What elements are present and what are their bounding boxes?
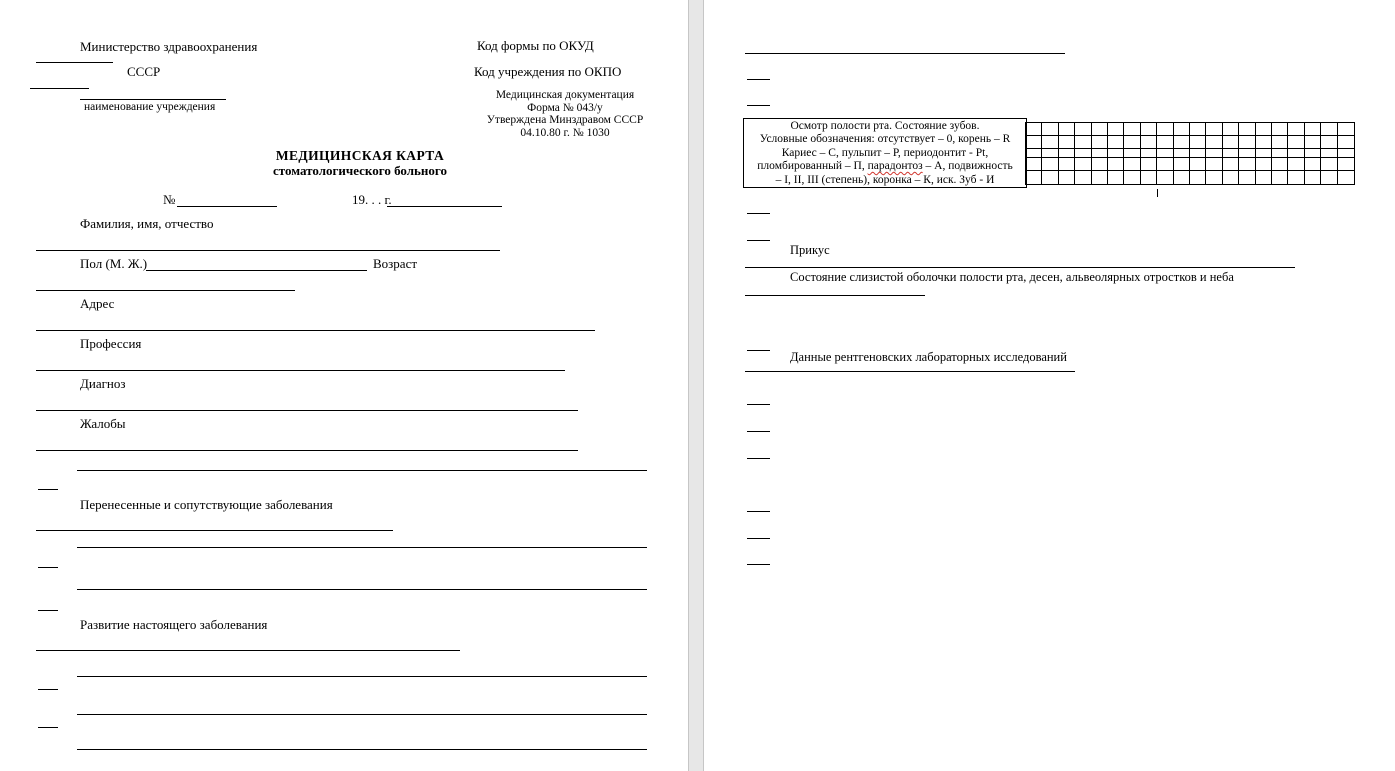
margin-tick — [38, 610, 58, 611]
field-label-address: Адрес — [80, 296, 115, 311]
form-subtitle: стоматологического больного — [273, 163, 447, 178]
tooth-cell[interactable] — [1190, 171, 1206, 184]
margin-tick — [38, 489, 58, 490]
field-label-mucosa: Состояние слизистой оболочки полости рта, десен, альвеолярных отростков и неба — [790, 270, 1234, 284]
margin-tick — [747, 213, 770, 214]
legend-line: Условные обозначения: отсутствует – 0, корень – R — [759, 133, 1011, 146]
tooth-cell[interactable] — [1288, 123, 1304, 136]
margin-tick — [747, 404, 770, 405]
tooth-cell[interactable] — [1042, 123, 1058, 136]
tooth-cell[interactable] — [1108, 123, 1124, 136]
tooth-cell[interactable] — [1272, 149, 1288, 158]
year-line[interactable] — [387, 206, 502, 207]
tooth-cell[interactable] — [1124, 171, 1140, 184]
margin-tick — [38, 689, 58, 690]
tooth-cell[interactable] — [1256, 171, 1272, 184]
tooth-cell[interactable] — [1059, 158, 1075, 171]
tooth-cell[interactable] — [1141, 158, 1157, 171]
tooth-cell[interactable] — [1075, 158, 1091, 171]
tooth-cell[interactable] — [1124, 149, 1140, 158]
tooth-cell[interactable] — [1174, 171, 1190, 184]
tooth-cell[interactable] — [1174, 123, 1190, 136]
year-label: 19. . . г. — [352, 192, 392, 207]
development-line[interactable] — [36, 650, 460, 651]
margin-tick — [747, 458, 770, 459]
margin-tick — [747, 105, 770, 106]
tooth-cell[interactable] — [1239, 123, 1255, 136]
tooth-cell[interactable] — [1092, 158, 1108, 171]
tooth-cell[interactable] — [1092, 123, 1108, 136]
tooth-cell[interactable] — [1321, 123, 1337, 136]
mucosa-line[interactable] — [745, 295, 925, 296]
tooth-cell[interactable] — [1272, 171, 1288, 184]
field-label-profession: Профессия — [80, 336, 142, 351]
field-label-fio: Фамилия, имя, отчество — [80, 216, 214, 231]
tooth-cell[interactable] — [1321, 136, 1337, 149]
tooth-cell[interactable] — [1288, 158, 1304, 171]
blank-line[interactable] — [36, 62, 113, 63]
tooth-cell[interactable] — [1174, 158, 1190, 171]
tooth-cell[interactable] — [1108, 136, 1124, 149]
tooth-cell[interactable] — [1157, 171, 1173, 184]
tooth-cell[interactable] — [1092, 171, 1108, 184]
tooth-cell[interactable] — [1075, 136, 1091, 149]
field-label-development: Развитие настоящего заболевания — [80, 617, 268, 632]
tooth-cell[interactable] — [1026, 136, 1042, 149]
tooth-cell[interactable] — [1288, 136, 1304, 149]
tooth-cell[interactable] — [1272, 123, 1288, 136]
card-number-line[interactable] — [177, 206, 277, 207]
bite-line[interactable] — [745, 267, 1295, 268]
legend-text: пломбированный – П, — [757, 160, 868, 173]
card-number-label: № — [163, 192, 176, 207]
institution-name-line[interactable] — [80, 99, 226, 100]
tooth-cell[interactable] — [1239, 171, 1255, 184]
margin-tick — [747, 350, 770, 351]
tooth-cell[interactable] — [1206, 149, 1222, 158]
okpo-code-label: Код учреждения по ОКПО — [474, 64, 622, 79]
tooth-cell[interactable] — [1026, 149, 1042, 158]
tooth-cell[interactable] — [1305, 171, 1321, 184]
tooth-cell[interactable] — [1026, 158, 1042, 171]
med-doc-line: Медицинская документация — [495, 89, 635, 101]
tooth-cell[interactable] — [1157, 136, 1173, 149]
margin-tick — [747, 79, 770, 80]
margin-tick — [747, 538, 770, 539]
tooth-cell[interactable] — [1059, 123, 1075, 136]
tooth-cell[interactable] — [1190, 123, 1206, 136]
legend-line: – I, II, III (степень), коронка – К, иск. Зуб - И — [775, 173, 995, 186]
tooth-cell[interactable] — [1075, 171, 1091, 184]
tooth-cell[interactable] — [1321, 149, 1337, 158]
tooth-cell[interactable] — [1206, 123, 1222, 136]
blank-line[interactable] — [77, 714, 647, 715]
form-title: МЕДИЦИНСКАЯ КАРТА — [275, 148, 445, 163]
tooth-cell[interactable] — [1075, 123, 1091, 136]
tooth-cell[interactable] — [1256, 149, 1272, 158]
blank-line[interactable] — [745, 53, 1065, 54]
approval-date-line: 04.10.80 г. № 1030 — [520, 126, 610, 139]
tooth-cell[interactable] — [1223, 149, 1239, 158]
form-title-block — [75, 148, 645, 178]
tooth-cell[interactable] — [1092, 136, 1108, 149]
tooth-cell[interactable] — [1141, 123, 1157, 136]
tooth-cell[interactable] — [1305, 123, 1321, 136]
tooth-cell[interactable] — [1190, 158, 1206, 171]
tooth-cell[interactable] — [1141, 171, 1157, 184]
tooth-cell[interactable] — [1305, 158, 1321, 171]
tooth-cell[interactable] — [1042, 149, 1058, 158]
diagnosis-line[interactable] — [36, 410, 578, 411]
sex-line[interactable] — [146, 270, 367, 271]
tooth-cell[interactable] — [1305, 149, 1321, 158]
tooth-cell[interactable] — [1272, 136, 1288, 149]
legend-text: – А, подвижность — [922, 160, 1013, 173]
form-number-line: Форма № 043/у — [527, 101, 603, 114]
blank-line[interactable] — [30, 88, 89, 89]
tooth-cell[interactable] — [1223, 171, 1239, 184]
tooth-cell[interactable] — [1305, 136, 1321, 149]
institution-caption: наименование учреждения — [84, 101, 216, 113]
tooth-cell[interactable] — [1338, 149, 1354, 158]
tooth-cell[interactable] — [1190, 136, 1206, 149]
margin-tick — [747, 431, 770, 432]
tooth-cell[interactable] — [1157, 149, 1173, 158]
tooth-cell[interactable] — [1108, 158, 1124, 171]
tooth-cell[interactable] — [1321, 158, 1337, 171]
legend-line — [744, 160, 1026, 173]
tooth-cell[interactable] — [1059, 149, 1075, 158]
field-label-sex: Пол (М. Ж.) — [80, 256, 148, 271]
tooth-cell[interactable] — [1042, 136, 1058, 149]
misspelled-word: парадонтоз — [867, 160, 923, 173]
approved-by-line: Утверждена Минздравом СССР — [486, 114, 644, 126]
margin-tick — [38, 567, 58, 568]
legend-line: Кариес – С, пульпит – Р, периодонтит - Pt, — [781, 146, 989, 159]
tooth-cell[interactable] — [1174, 136, 1190, 149]
tooth-cell[interactable] — [1239, 158, 1255, 171]
blank-line[interactable] — [77, 749, 647, 750]
tooth-cell[interactable] — [1321, 171, 1337, 184]
field-label-past-diseases: Перенесенные и сопутствующие заболевания — [80, 497, 333, 512]
complaints-line[interactable] — [36, 450, 578, 451]
document-page-left — [0, 0, 688, 771]
field-label-diagnosis: Диагноз — [80, 376, 126, 391]
tooth-chart-midline-tick — [1157, 189, 1158, 197]
margin-tick — [38, 727, 58, 728]
tooth-cell[interactable] — [1141, 136, 1157, 149]
xray-line[interactable] — [745, 371, 1075, 372]
tooth-cell[interactable] — [1272, 158, 1288, 171]
tooth-cell[interactable] — [1206, 136, 1222, 149]
legend-line: Осмотр полости рта. Состояние зубов. — [790, 120, 980, 132]
tooth-cell[interactable] — [1256, 123, 1272, 136]
tooth-cell[interactable] — [1174, 149, 1190, 158]
tooth-cell[interactable] — [1288, 171, 1304, 184]
fio-line[interactable] — [36, 250, 500, 251]
tooth-cell[interactable] — [1059, 136, 1075, 149]
page-gutter — [688, 0, 704, 771]
tooth-cell[interactable] — [1124, 158, 1140, 171]
tooth-cell[interactable] — [1124, 123, 1140, 136]
blank-line[interactable] — [77, 589, 647, 590]
tooth-chart-grid[interactable] — [1025, 122, 1355, 185]
ministry-label: Министерство здравоохранения — [80, 39, 258, 54]
tooth-cell[interactable] — [1108, 171, 1124, 184]
field-label-bite: Прикус — [790, 243, 830, 257]
field-label-complaints: Жалобы — [80, 416, 126, 431]
tooth-cell[interactable] — [1157, 123, 1173, 136]
tooth-cell[interactable] — [1026, 123, 1042, 136]
country-label: СССР — [127, 64, 161, 79]
tooth-cell[interactable] — [1124, 136, 1140, 149]
tooth-cell[interactable] — [1223, 136, 1239, 149]
tooth-cell[interactable] — [1206, 171, 1222, 184]
tooth-cell[interactable] — [1288, 149, 1304, 158]
tooth-cell[interactable] — [1108, 149, 1124, 158]
tooth-cell[interactable] — [1338, 123, 1354, 136]
blank-line[interactable] — [77, 470, 647, 471]
exam-legend-box — [743, 118, 1027, 188]
tooth-cell[interactable] — [1206, 158, 1222, 171]
past-diseases-line[interactable] — [36, 530, 393, 531]
blank-line[interactable] — [77, 547, 647, 548]
tooth-cell[interactable] — [1042, 171, 1058, 184]
margin-tick — [747, 511, 770, 512]
address-line[interactable] — [36, 330, 595, 331]
tooth-cell[interactable] — [1239, 136, 1255, 149]
tooth-cell[interactable] — [1075, 149, 1091, 158]
tooth-cell[interactable] — [1026, 171, 1042, 184]
okud-code-label: Код формы по ОКУД — [477, 38, 594, 53]
field-label-age: Возраст — [373, 256, 418, 271]
field-label-xray: Данные рентгеновских лабораторных исследований — [790, 350, 1067, 364]
age-line[interactable] — [36, 290, 295, 291]
margin-tick — [747, 564, 770, 565]
blank-line[interactable] — [77, 676, 647, 677]
tooth-cell[interactable] — [1223, 123, 1239, 136]
medical-documentation-block — [472, 89, 658, 139]
tooth-cell[interactable] — [1042, 158, 1058, 171]
tooth-cell[interactable] — [1157, 158, 1173, 171]
tooth-cell[interactable] — [1239, 149, 1255, 158]
tooth-cell[interactable] — [1338, 158, 1354, 171]
tooth-cell[interactable] — [1059, 171, 1075, 184]
tooth-cell[interactable] — [1223, 158, 1239, 171]
tooth-cell[interactable] — [1256, 158, 1272, 171]
tooth-cell[interactable] — [1190, 149, 1206, 158]
tooth-cell[interactable] — [1338, 171, 1354, 184]
tooth-cell[interactable] — [1256, 136, 1272, 149]
document-page-right — [704, 0, 1395, 771]
tooth-cell[interactable] — [1338, 136, 1354, 149]
tooth-cell[interactable] — [1141, 149, 1157, 158]
margin-tick — [747, 240, 770, 241]
tooth-cell[interactable] — [1092, 149, 1108, 158]
profession-line[interactable] — [36, 370, 565, 371]
